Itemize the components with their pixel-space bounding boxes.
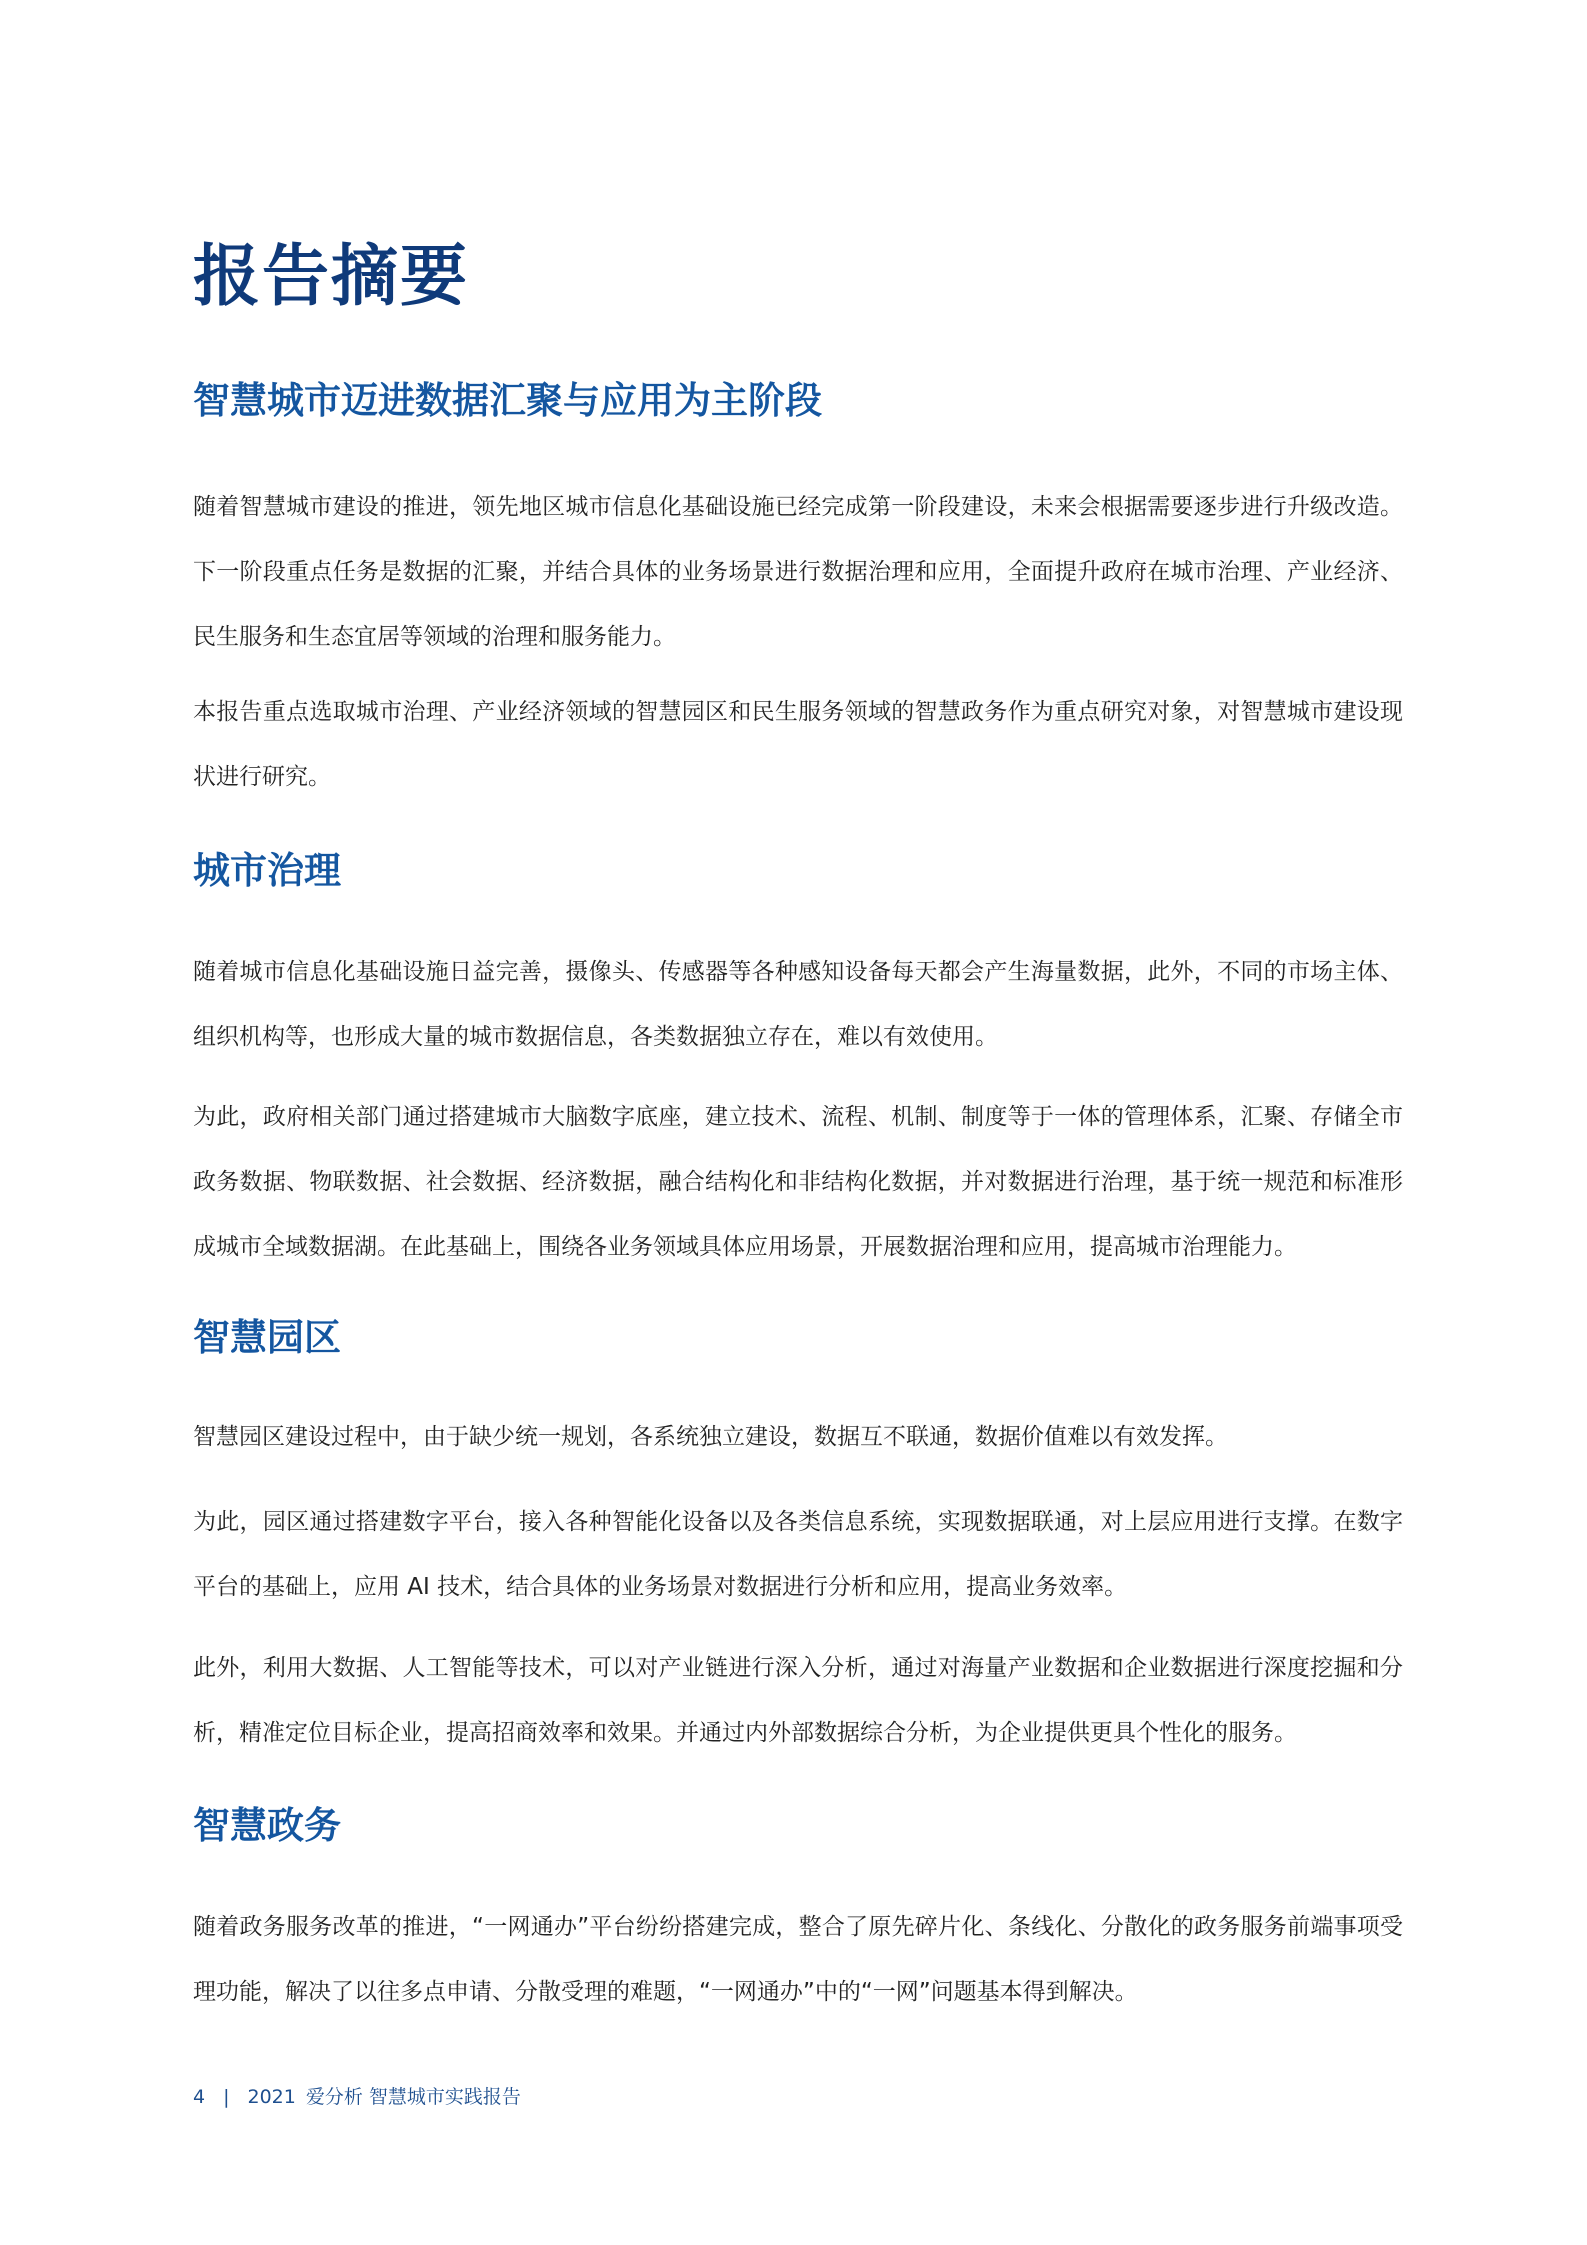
page-number: 4 (193, 2086, 206, 2108)
section-paragraph: 随着城市信息化基础设施日益完善，摄像头、传感器等各种感知设备每天都会产生海量数据，此外，不同的市场主体、组织机构等，也形成大量的城市数据信息，各类数据独立存在，难以有效使用。 (193, 959, 1403, 1050)
section-paragraph: 随着智慧城市建设的推进，领先地区城市信息化基础设施已经完成第一阶段建设，未来会根据需要逐步进行升级改造。下一阶段重点任务是数据的汇聚，并结合具体的业务场景进行数据治理和应用，全面提升政府在城市治理、产业经济、民生服务和生态宜居等领域的治理和服务能力。 (193, 494, 1403, 650)
section-heading-data-aggregation: 智慧城市迈进数据汇聚与应用为主阶段 (193, 379, 822, 422)
page-title: 报告摘要 (193, 237, 469, 315)
section-heading-smart-government: 智慧政务 (193, 1804, 341, 1847)
section-paragraph: 为此，园区通过搭建数字平台，接入各种智能化设备以及各类信息系统，实现数据联通，对上层应用进行支撑。在数字平台的基础上，应用 AI 技术，结合具体的业务场景对数据进行分析和应用，提高业务效率。 (193, 1509, 1403, 1600)
footer-publication-title: 爱分析 智慧城市实践报告 (305, 2086, 521, 2108)
footer-separator: | (223, 2086, 230, 2108)
section-heading-urban-governance: 城市治理 (193, 849, 341, 892)
section-heading-smart-park: 智慧园区 (193, 1316, 341, 1359)
section-paragraph: 随着政务服务改革的推进，“一网通办”平台纷纷搭建完成，整合了原先碎片化、条线化、分散化的政务服务前端事项受理功能，解决了以往多点申请、分散受理的难题，“一网通办”中的“一网”问题基本得到解决。 (193, 1914, 1403, 2005)
page-footer (193, 2085, 521, 2109)
footer-year: 2021 (247, 2086, 296, 2108)
section-paragraph: 本报告重点选取城市治理、产业经济领域的智慧园区和民生服务领域的智慧政务作为重点研究对象，对智慧城市建设现状进行研究。 (193, 699, 1403, 790)
section-paragraph: 此外，利用大数据、人工智能等技术，可以对产业链进行深入分析，通过对海量产业数据和企业数据进行深度挖掘和分析，精准定位目标企业，提高招商效率和效果。并通过内外部数据综合分析，为企业提供更具个性化的服务。 (193, 1655, 1403, 1746)
section-paragraph: 为此，政府相关部门通过搭建城市大脑数字底座，建立技术、流程、机制、制度等于一体的管理体系，汇聚、存储全市政务数据、物联数据、社会数据、经济数据，融合结构化和非结构化数据，并对数据进行治理，基于统一规范和标准形成城市全域数据湖。在此基础上，围绕各业务领域具体应用场景，开展数据治理和应用，提高城市治理能力。 (193, 1104, 1403, 1260)
section-paragraph: 智慧园区建设过程中，由于缺少统一规划，各系统独立建设，数据互不联通，数据价值难以有效发挥。 (193, 1424, 1228, 1450)
report-page (193, 0, 1403, 2245)
